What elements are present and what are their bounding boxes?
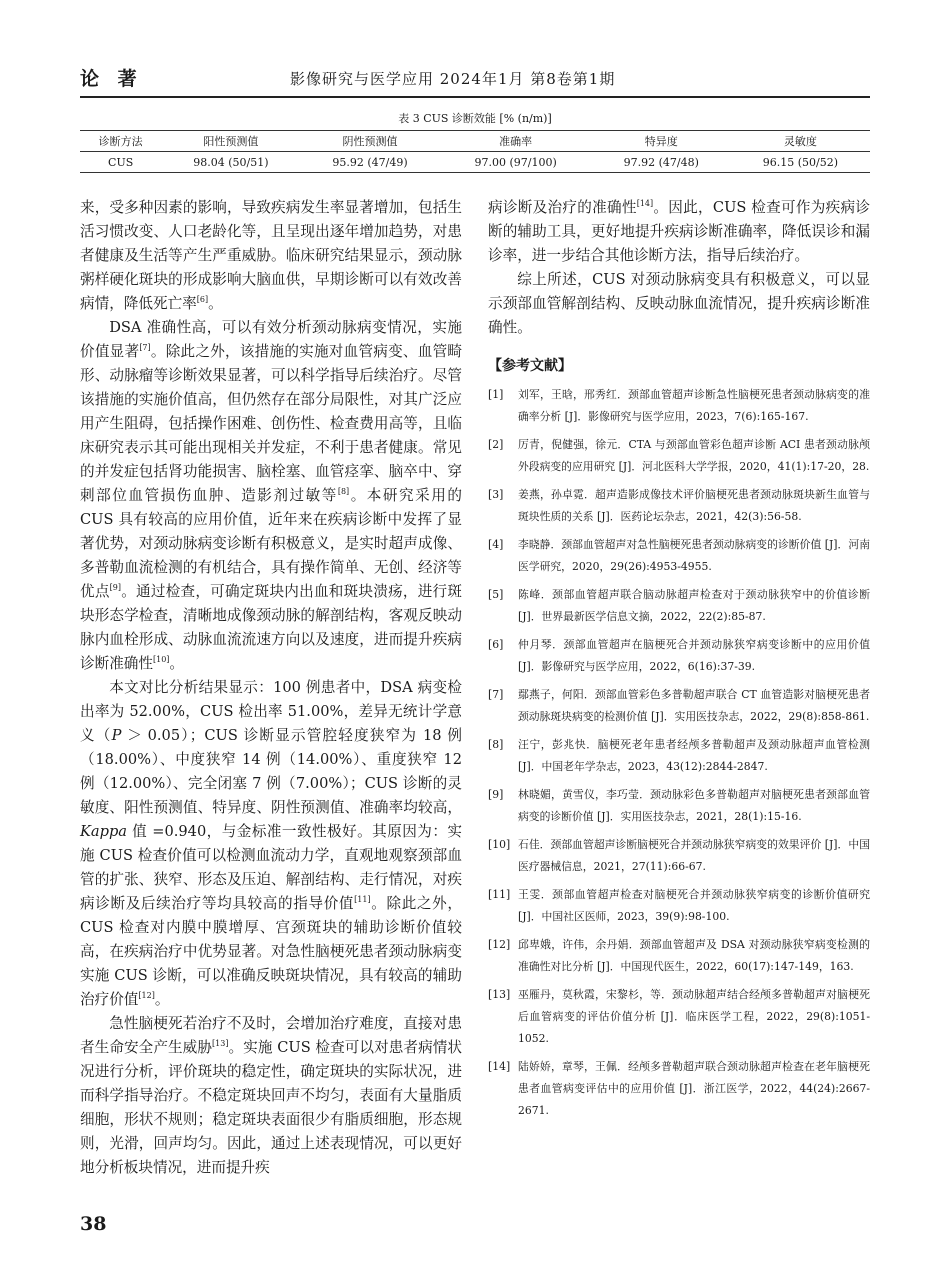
citation: [11] — [354, 895, 371, 905]
reference-item: [6] 仲月琴．颈部血管超声在脑梗死合并颈动脉狭窄病变诊断中的应用价值 [J]．影像研究与医学应用，2022，6(16):37-39. — [488, 638, 870, 673]
right-column — [488, 196, 870, 1128]
reference-item: [11] 王雯．颈部血管超声检查对脑梗死合并颈动脉狭窄病变的诊断价值研究 [J]．中国社区医师，2023，39(9):98-100. — [488, 888, 870, 923]
table-cell: CUS — [108, 155, 134, 169]
references-title: 【参考文献】 — [488, 358, 572, 374]
left-column — [80, 196, 462, 1180]
table-cell: 96.15 (50/52) — [762, 155, 839, 169]
page-header — [80, 60, 870, 96]
table-header-row — [80, 131, 870, 152]
table-row — [80, 152, 870, 173]
reference-item: [3] 姜燕，孙卓霓．超声造影成像技术评价脑梗死患者颈动脉斑块新生血管与斑块性质的关系 [J]．医药论坛杂志，2021，42(3):56-58. — [488, 488, 870, 523]
reference-item: [2] 厉青，倪健强，徐元．CTA 与颈部血管彩色超声诊断 ACI 患者颈动脉颅外段病变的应用研究 [J]．河北医科大学学报，2020，41(1):17-20，28. — [488, 438, 870, 473]
citation: [6] — [196, 295, 209, 305]
paragraph: 本文对比分析结果显示：100 例患者中，DSA 病变检出率为 52.00%，CUS 检出率 51.00%，差异无统计学意义（P ＞ 0.05）；CUS 诊断显示管腔轻度狭窄为 18 例（18.00%）、中度狭窄 14 例（14.00%）、重度狭窄 12 例（12.00%）、完全闭塞 7 例（7.00%）；CUS 诊断的灵敏度、阳性预测值、特异度、阴性预测值、准确率均较高，Kappa 值 =0.940，与金标准一致性极好。其原因为：实施 CUS 检查价值可以检测血流动力学，直观地观察颈部血管的扩张、狭窄、形态及压迫、解剖结构、走行情况，对疾病诊断及后续治疗等均具较高的指导价值[11]。除此之外，CUS 检查对内膜中膜增厚、宫颈斑块的辅助诊断价值较高，在疾病治疗中优势显著。对急性脑梗死患者颈动脉病变实施 CUS 诊断，可以准确反映斑块情况，具有较高的辅助治疗价值[12]。 — [80, 679, 462, 1008]
table-cell: 95.92 (47/49) — [332, 155, 408, 169]
citation: [10] — [152, 655, 170, 665]
reference-item: [4] 李晓静．颈部血管超声对急性脑梗死患者颈动脉病变的诊断价值 [J]．河南医学研究，2020，29(26):4953-4955. — [488, 538, 870, 573]
table-header-cell: 诊断方法 — [98, 135, 143, 148]
paragraph: 综上所述，CUS 对颈动脉病变具有积极意义，可以显示颈部血管解剖结构、反映动脉血流情况，提升疾病诊断准确性。 — [488, 271, 870, 336]
paragraph: DSA 准确性高，可以有效分析颈动脉病变情况，实施价值显著[7]。除此之外，该措施的实施对血管病变、血管畸形、动脉瘤等诊断效果显著，可以科学指导后续治疗。尽管该措施的实施价值高，但仍然存在部分局限性，对其广泛应用产生阻碍，包括操作困难、创伤性、检查费用高等，且临床研究表示其可能出现相关并发症，不利于患者健康。常见的并发症包括肾功能损害、脑栓塞、血管痉挛、脑卒中、穿刺部位血管损伤血肿、造影剂过敏等[8]。本研究采用的 CUS 具有较高的应用价值，近年来在疾病诊断中发挥了显著优势，对颈动脉病变诊断有积极意义，是实时超声成像、多普勒血流检测的有机结合，具有操作简单、无创、经济等优点[9]。通过检查，可确定斑块内出血和斑块溃疡，进行斑块形态学检查，清晰地成像颈动脉的解剖结构，客观反映动脉内血栓形成、动脉血流流速方向以及速度，进而提升疾病诊断准确性[10]。 — [80, 319, 462, 672]
reference-item: [14] 陆娇娇，章琴，王佩．经颅多普勒超声联合颈动脉超声检查在老年脑梗死患者血管病变评估中的应用价值 [J]．浙江医学，2022，44(24):2667-2671. — [488, 1060, 870, 1117]
table-cell: 98.04 (50/51) — [193, 155, 269, 169]
header-rule — [80, 96, 870, 98]
table-header-cell: 灵敏度 — [783, 135, 817, 148]
reference-item: [13] 巫雁丹，莫秋霞，宋黎杉，等．颈动脉超声结合经颅多普勒超声对脑梗死后血管病变的评估价值分析 [J]．临床医学工程，2022，29(8):1051-1052. — [488, 988, 870, 1045]
citation: [14] — [636, 199, 654, 209]
paragraph: 急性脑梗死若治疗不及时，会增加治疗难度，直接对患者生命安全产生威胁[13]。实施 CUS 检查可以对患者病情状况进行分析，评价斑块的稳定性，确定斑块的实际状况，进而科学指导治疗。不稳定斑块回声不均匀，表面有大量脂质细胞，形状不规则；稳定斑块表面很少有脂质细胞，形态规则，光滑，回声均匀。因此，通过上述表现情况，可以更好地分析板块情况，进而提升疾 — [80, 1015, 462, 1176]
table-3 — [80, 130, 870, 173]
table-caption: 表 3 CUS 诊断效能 [% (n/m)] — [398, 112, 552, 125]
paragraph: 病诊断及治疗的准确性[14]。因此，CUS 检查可作为疾病诊断的辅助工具，更好地提升疾病诊断准确率，降低误诊和漏诊率，进一步结合其他诊断方法，指导后续治疗。 — [488, 199, 870, 264]
table-cell: 97.92 (47/48) — [623, 155, 699, 169]
citation: [9] — [109, 583, 121, 593]
table-header-cell: 阳性预测值 — [203, 135, 259, 148]
reference-item: [10] 石佳．颈部血管超声诊断脑梗死合并颈动脉狭窄病变的效果评价 [J]．中国医疗器械信息，2021，27(11):66-67. — [488, 838, 870, 873]
citation: [13] — [212, 1039, 229, 1049]
table-header-cell: 准确率 — [499, 135, 533, 148]
citation: [12] — [138, 991, 155, 1001]
reference-item: [1] 刘军，王晗，邢秀红．颈部血管超声诊断急性脑梗死患者颈动脉病变的准确率分析 [J]．影像研究与医学应用，2023，7(6):165-167. — [488, 388, 870, 423]
table-header-cell: 阴性预测值 — [342, 135, 398, 148]
reference-item: [8] 汪宁，彭兆快．脑梗死老年患者经颅多普勒超声及颈动脉超声血管检测 [J]．中国老年学杂志，2023，43(12):2844-2847. — [488, 738, 870, 773]
reference-list — [488, 384, 870, 1122]
reference-item: [7] 鄢燕子，何阳．颈部血管彩色多普勒超声联合 CT 血管造影对脑梗死患者颈动脉斑块病变的检测价值 [J]．实用医技杂志，2022，29(8):858-861. — [488, 688, 870, 723]
table-cell: 97.00 (97/100) — [474, 155, 557, 169]
page-number: 38 — [80, 1213, 107, 1235]
citation: [7] — [139, 343, 151, 353]
paragraph: 来，受多种因素的影响，导致疾病发生率显著增加，包括生活习惯改变、人口老龄化等，且呈现出逐年增加趋势，对患者健康及生活等产生严重威胁。临床研究结果显示，颈动脉粥样硬化斑块的形成影响大脑血供，早期诊断可以有效改善病情，降低死亡率[6]。 — [80, 199, 462, 312]
reference-item: [5] 陈峰．颈部血管超声联合脑动脉超声检查对于颈动脉狭窄中的价值诊断 [J]．世界最新医学信息文摘，2022，22(2):85-87. — [488, 588, 870, 623]
journal-title: 影像研究与医学应用 2024年1月 第8卷第1期 — [290, 70, 616, 88]
reference-item: [12] 邱卑娥，许伟，余丹娟．颈部血管超声及 DSA 对颈动脉狭窄病变检测的准确性对比分析 [J]．中国现代医生，2022，60(17):147-149，163. — [488, 938, 870, 973]
citation: [8] — [337, 487, 350, 497]
table-header-cell: 特异度 — [644, 135, 678, 148]
reference-item: [9] 林晓媚，黄雪仪，李巧莹．颈动脉彩色多普勒超声对脑梗死患者颈部血管病变的诊断价值 [J]．实用医技杂志，2021，28(1):15-16. — [488, 788, 870, 823]
section-label: 论 著 — [80, 68, 143, 90]
